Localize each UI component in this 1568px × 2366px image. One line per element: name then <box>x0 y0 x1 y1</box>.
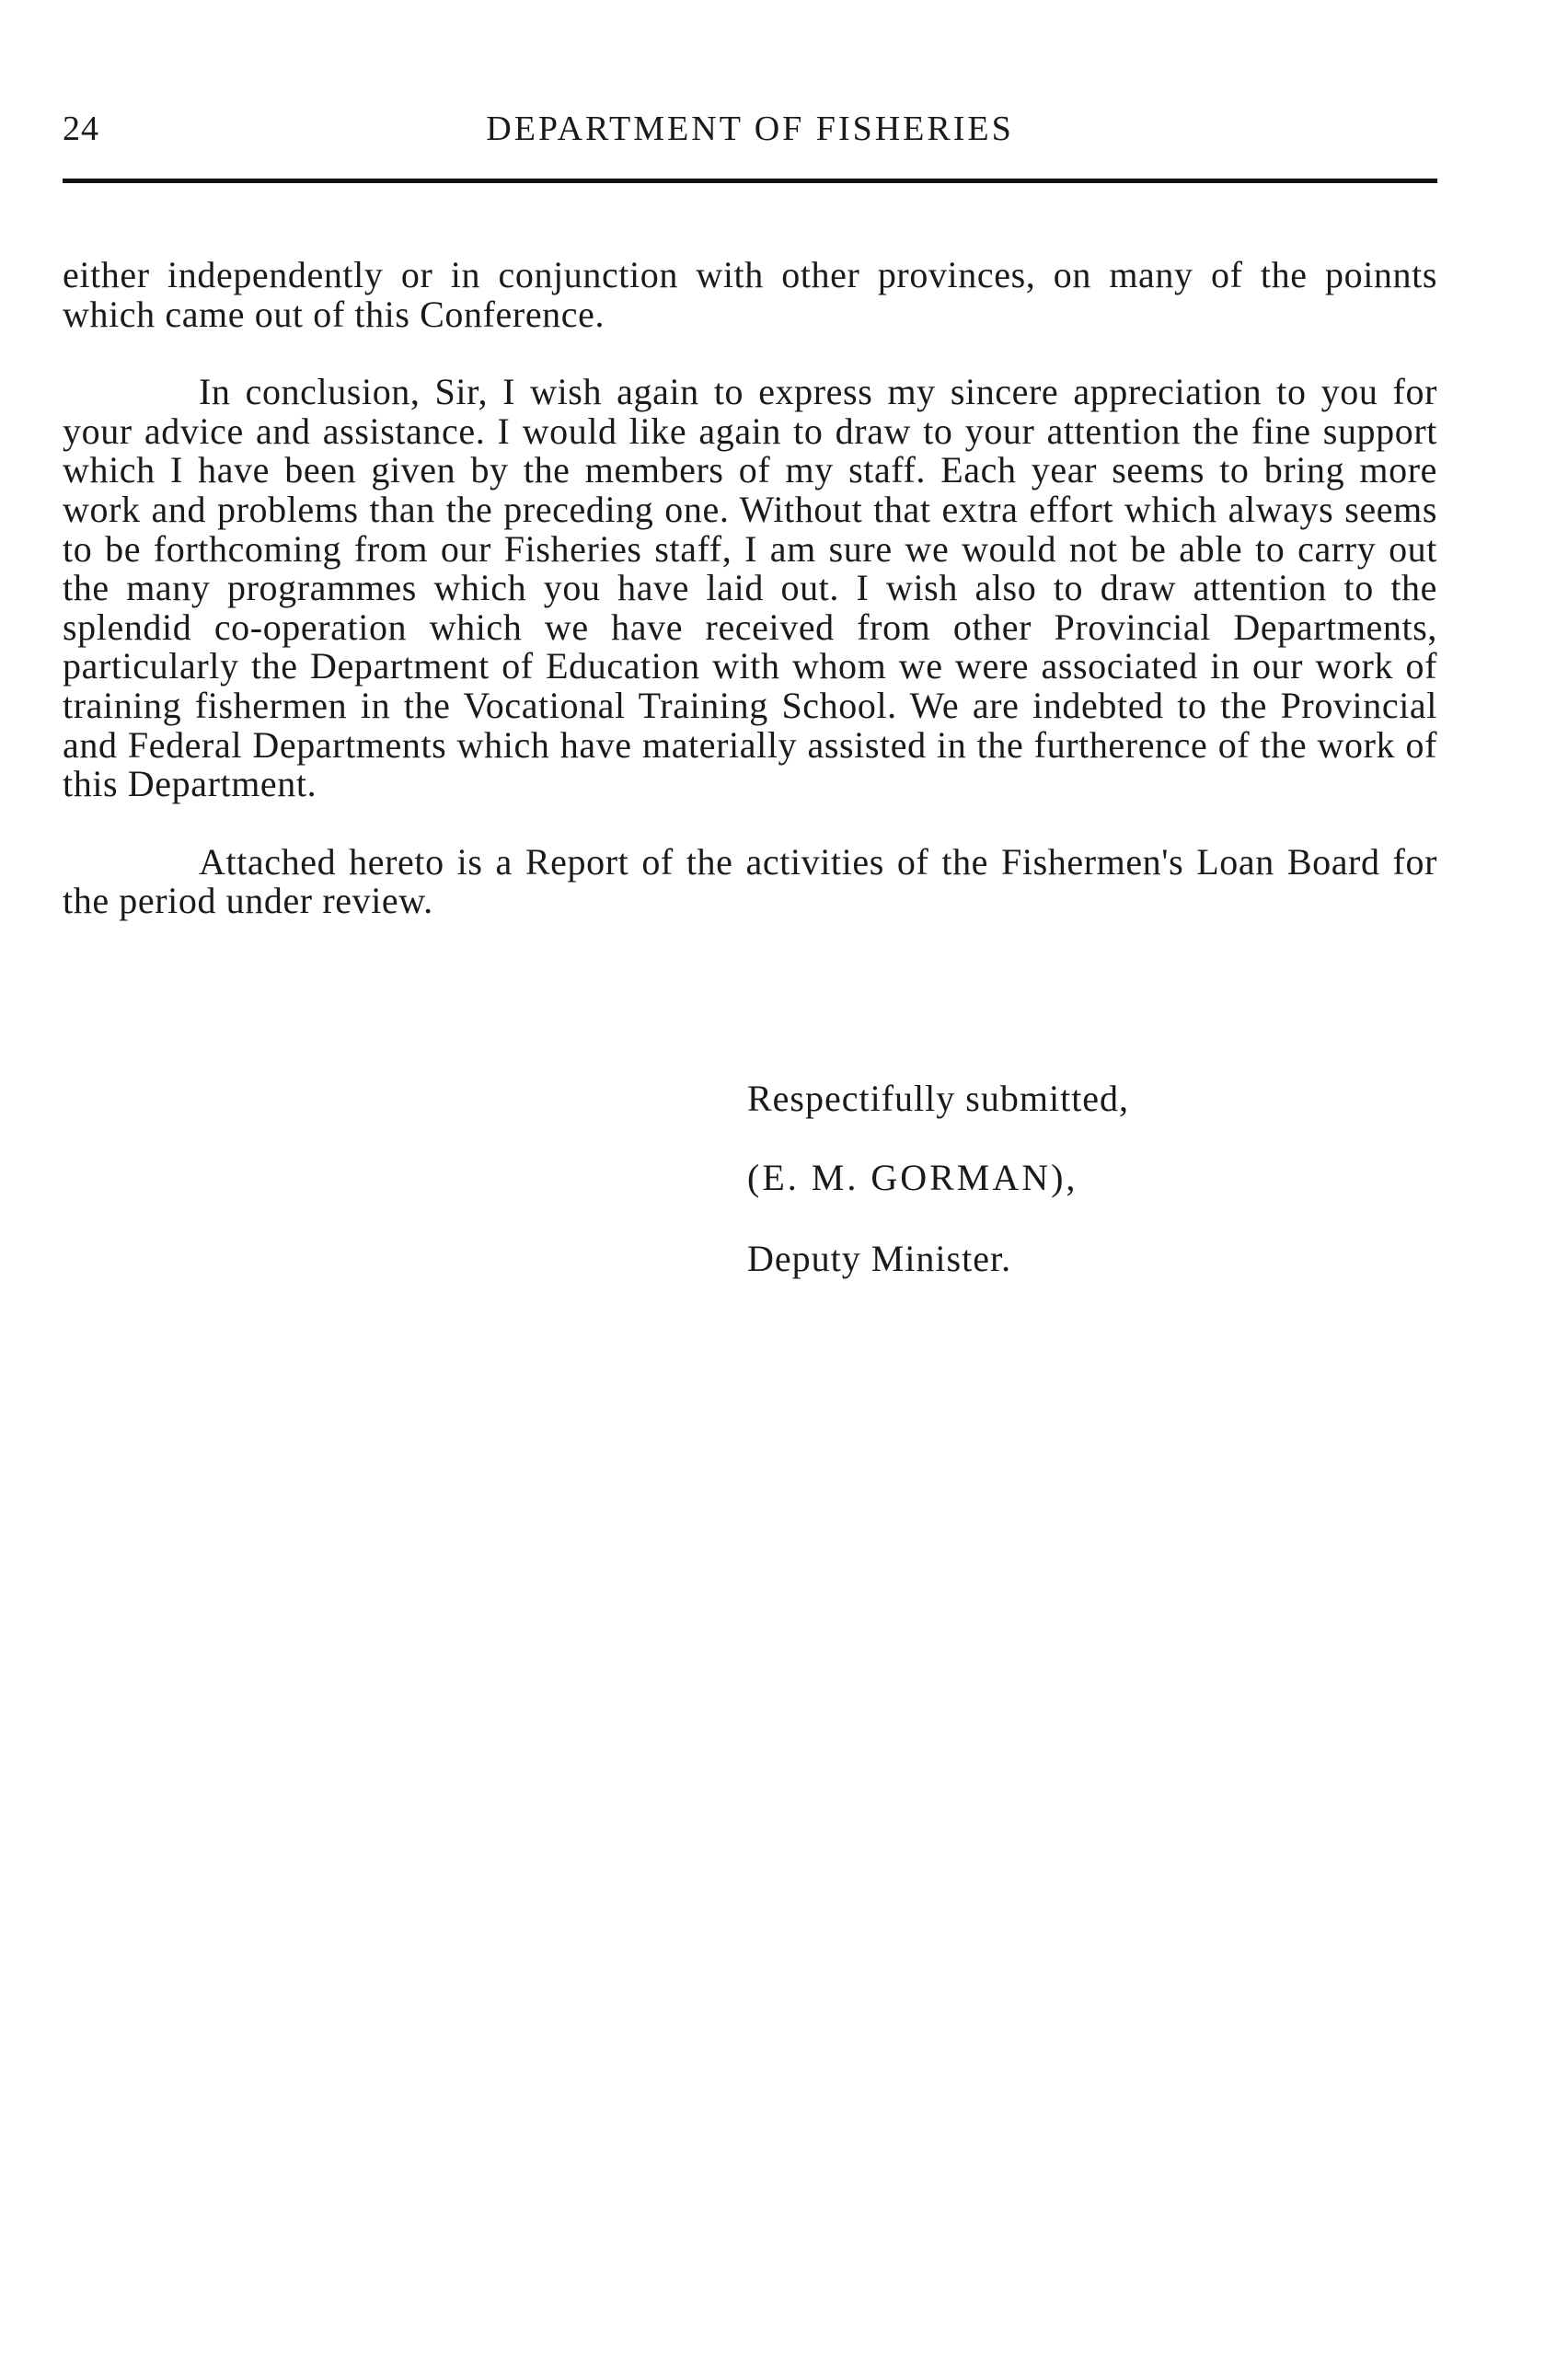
paragraph-spacer <box>63 804 1437 843</box>
paragraph-spacer <box>63 334 1437 373</box>
paragraph-attachment: Attached hereto is a Report of the activities of the Fishermen's Loan Board for the period under review. <box>63 840 1437 922</box>
page-number: 24 <box>63 110 99 148</box>
header-rule <box>63 179 1437 183</box>
paragraph-continuation: either independently or in conjunction with other provinces, on many of the poinnts which came out of this Conference. <box>63 254 1437 335</box>
closing-title: Deputy Minister. <box>747 1238 1012 1279</box>
body-text <box>63 256 1437 921</box>
document-page <box>63 0 1437 2366</box>
page-header <box>63 109 1437 160</box>
running-head: DEPARTMENT OF FISHERIES <box>486 110 1014 148</box>
closing-salutation: Respectifully submitted, <box>747 1078 1130 1119</box>
closing-signatory: (E. M. GORMAN), <box>747 1157 1078 1198</box>
paragraph-conclusion: In conclusion, Sir, I wish again to express my sincere appreciation to you for your advice and assistance. I would like again to draw to your attention the fine support which I have been given by the members of my staff. Each year seems to bring more work and problems than the preceding one. Without that extra effort which always seems to be forthcoming from our Fisheries staff, I am sure we would not be able to carry out the many programmes which you have laid out. I wish also to draw attention to the splendid co-operation which we have received from other Provincial Departments, particularly the Department of Education with whom we were associated in our work of training fishermen in the Vocational Training School. We are indebted to the Provincial and Federal Departments which have materially assisted in the furtherence of the work of this Department. <box>63 371 1437 805</box>
